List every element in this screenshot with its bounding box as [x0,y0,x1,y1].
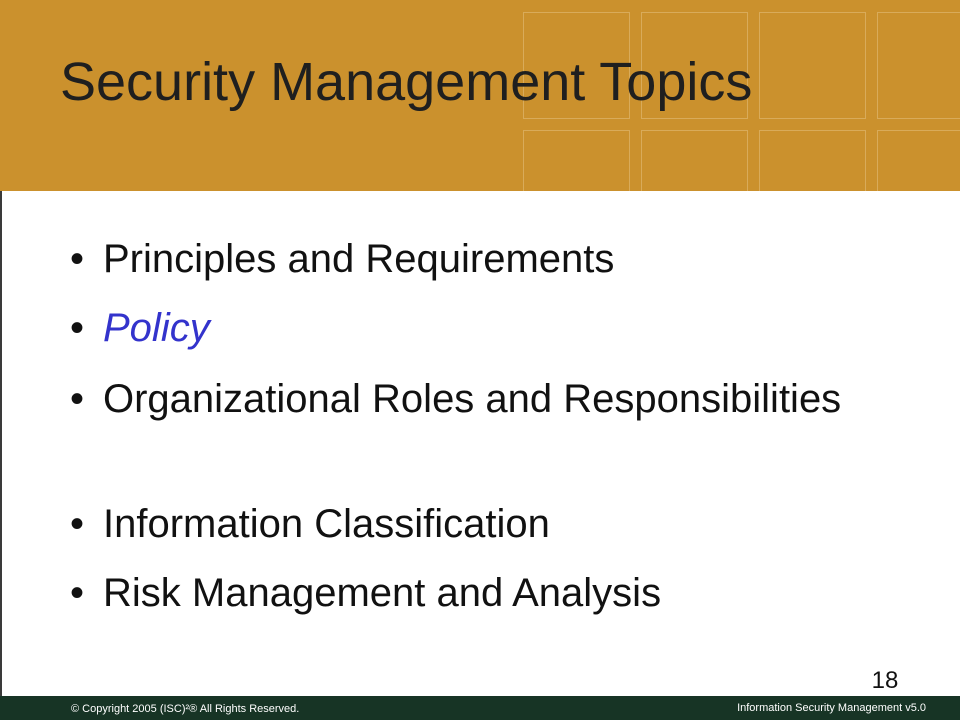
bullet-text-risk: Risk Management and Analysis [103,571,662,615]
header-grid-tile [523,130,630,191]
copyright-notice: © Copyright 2005 (ISC)²® All Rights Reserved. [71,703,300,715]
bullet-text-principles: Principles and Requirements [103,237,615,281]
bullet-text-roles: Organizational Roles and Responsibilities [103,377,842,421]
course-title: Information Security Management v5.0 [737,702,926,714]
bullet-marker: • [70,571,85,615]
header-grid-tile [877,12,960,119]
header-grid-tile [641,130,748,191]
bullet-marker: • [70,237,85,281]
header-grid-tile [877,130,960,191]
slide-header [0,0,960,191]
bullet-marker: • [70,502,85,546]
header-grid-tile [759,130,866,191]
left-divider [0,191,2,696]
header-grid-tile [759,12,866,119]
bullet-text-policy: Policy [103,306,210,350]
bullet-text-classification: Information Classification [103,502,550,546]
bullet-marker: • [70,377,85,421]
page-number: 18 [871,667,899,694]
bullet-marker: • [70,306,85,350]
slide-footer [0,696,960,720]
slide-title: Security Management Topics [60,52,753,112]
